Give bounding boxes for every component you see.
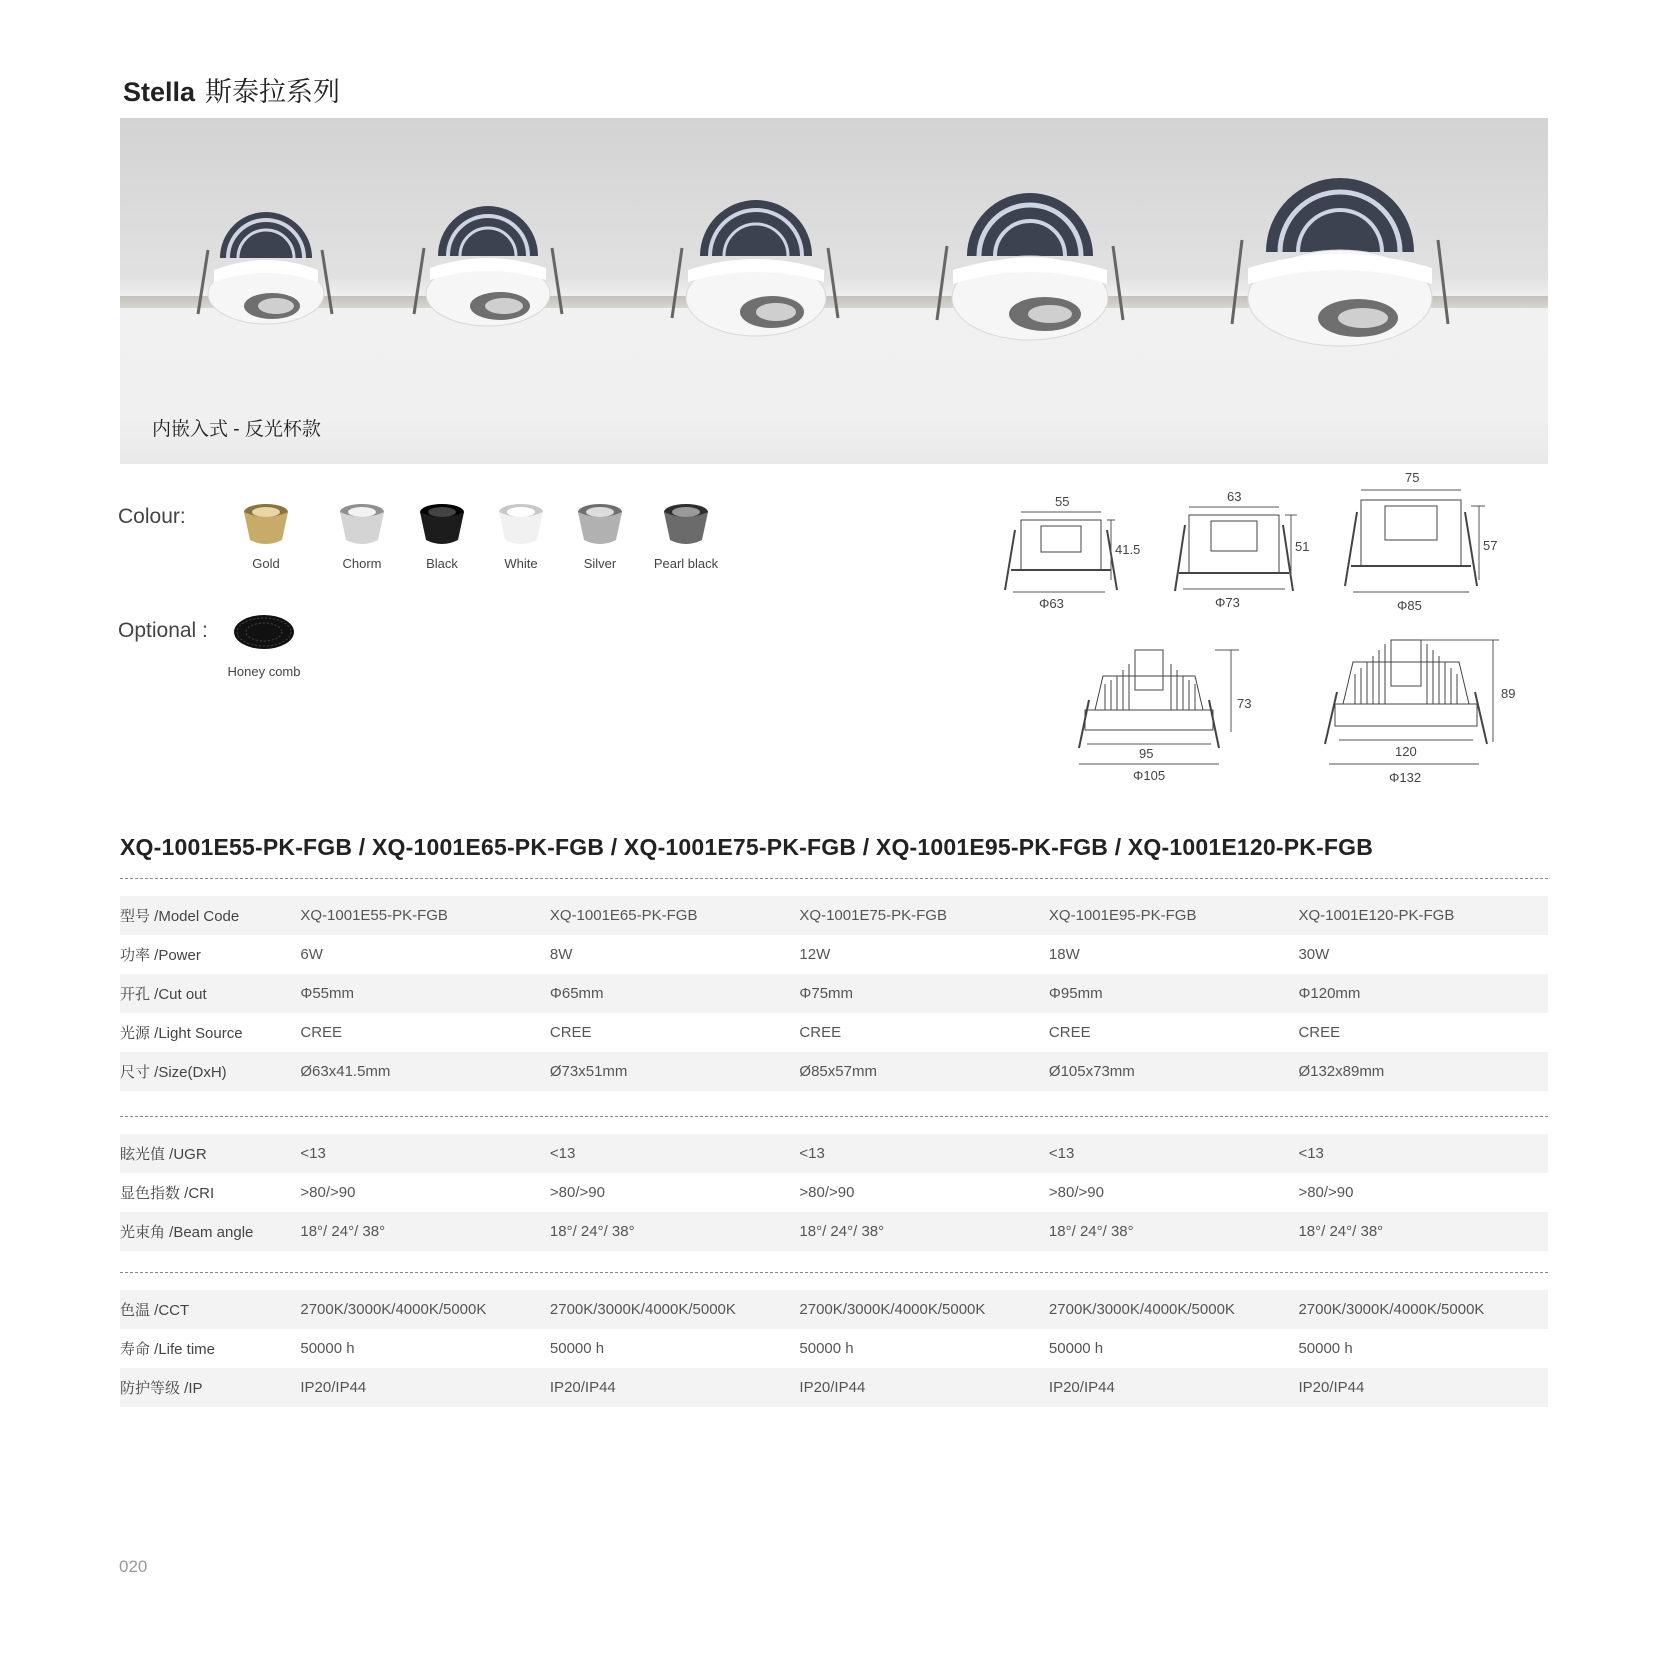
swatch-black (402, 502, 482, 571)
table-row (120, 896, 1548, 935)
hero-caption: 内嵌入式 - 反光杯款 (152, 419, 321, 440)
colour-label: Colour: (118, 505, 186, 528)
spec-label: 防护等级 /IP (120, 1368, 300, 1407)
reflector-white-icon (496, 502, 546, 548)
spec-value: 18W (1048, 946, 1080, 963)
table-row (120, 935, 1548, 974)
spec-value: <13 (1049, 1134, 1299, 1173)
table-row (120, 1368, 1548, 1407)
spec-label: 眩光值 /UGR (120, 1134, 300, 1173)
spec-value: XQ-1001E65-PK-FGB (550, 896, 800, 935)
spec-value: CREE (1298, 1024, 1341, 1041)
table-row (120, 1212, 1548, 1251)
table-row (120, 1173, 1548, 1212)
table-row (120, 1013, 1548, 1052)
downlight-image-75 (668, 200, 843, 345)
spec-value: Φ95mm (1049, 974, 1299, 1013)
spec-value: <13 (300, 1134, 550, 1173)
spec-value: Φ55mm (300, 974, 550, 1013)
dimension-drawing-95 (1075, 640, 1275, 795)
swatch-label: Gold (252, 556, 280, 571)
dimension-drawing-55 (1005, 490, 1141, 615)
table-row (120, 1329, 1548, 1368)
spec-value: IP20/IP44 (1049, 1368, 1299, 1407)
spec-value: IP20/IP44 (799, 1368, 1049, 1407)
swatch-pearl-black (641, 502, 731, 571)
honeycomb-option (226, 612, 302, 679)
spec-value: XQ-1001E95-PK-FGB (1049, 896, 1299, 935)
spec-value: <13 (550, 1134, 800, 1173)
divider (120, 1272, 1548, 1273)
swatch-label: Pearl black (653, 556, 719, 571)
spec-label: 尺寸 /Size(DxH) (120, 1052, 300, 1091)
spec-value: XQ-1001E55-PK-FGB (300, 896, 550, 935)
hero-product-image (120, 118, 1548, 464)
dimension-drawing-120 (1323, 626, 1538, 796)
spec-value: XQ-1001E75-PK-FGB (799, 896, 1049, 935)
spec-value: 2700K/3000K/4000K/5000K (799, 1290, 1049, 1329)
svg-text:63: 63 (1227, 489, 1242, 504)
reflector-black-icon (417, 502, 467, 548)
spec-table-basic (120, 896, 1548, 1091)
svg-text:73: 73 (1237, 696, 1252, 711)
spec-table-lifetime (120, 1290, 1548, 1407)
spec-value: IP20/IP44 (300, 1368, 550, 1407)
table-row (120, 1052, 1548, 1091)
svg-text:55: 55 (1055, 494, 1070, 509)
spec-value: CREE (799, 1024, 842, 1041)
table-row (120, 974, 1548, 1013)
swatch-chorm (322, 502, 402, 571)
spec-label: 型号 /Model Code (120, 896, 300, 935)
swatch-white (481, 502, 561, 571)
spec-value: Ø63x41.5mm (300, 1052, 550, 1091)
downlight-image-120 (1230, 180, 1450, 355)
page-number: 020 (119, 1557, 148, 1576)
title-chinese: 斯泰拉系列 (205, 77, 341, 107)
swatch-label: Silver (583, 556, 617, 571)
model-codes-heading: XQ-1001E55-PK-FGB / XQ-1001E65-PK-FGB / XQ-1001E75-PK-FGB / XQ-1001E95-PK-FGB / XQ-1001E120-PK-FGB (120, 834, 1374, 860)
spec-value: 18°/ 24°/ 38° (300, 1212, 550, 1251)
swatch-label: Chorm (342, 556, 382, 571)
spec-label: 寿命 /Life time (120, 1341, 216, 1358)
spec-value: CREE (549, 1024, 592, 1041)
spec-label: 功率 /Power (120, 947, 201, 964)
spec-value: 18°/ 24°/ 38° (799, 1212, 1049, 1251)
reflector-silver-icon (575, 502, 625, 548)
spec-label: 色温 /CCT (120, 1290, 300, 1329)
spec-value: >80/>90 (1048, 1184, 1104, 1201)
spec-value: XQ-1001E120-PK-FGB (1298, 896, 1548, 935)
spec-value: 2700K/3000K/4000K/5000K (300, 1290, 550, 1329)
honeycomb-label: Honey comb (227, 664, 301, 679)
dimension-drawing-75 (1345, 466, 1505, 616)
svg-text:57: 57 (1483, 538, 1498, 553)
spec-value: <13 (799, 1134, 1049, 1173)
spec-value: IP20/IP44 (550, 1368, 800, 1407)
spec-table-optical (120, 1134, 1548, 1251)
spec-value: 18°/ 24°/ 38° (550, 1212, 800, 1251)
spec-value: 30W (1298, 946, 1330, 963)
spec-value: 12W (799, 946, 831, 963)
spec-value: 2700K/3000K/4000K/5000K (1298, 1290, 1548, 1329)
optional-label: Optional : (118, 619, 208, 642)
divider (120, 1116, 1548, 1117)
spec-value: Ø105x73mm (1049, 1052, 1299, 1091)
svg-text:Φ132: Φ132 (1389, 770, 1422, 785)
spec-value: 6W (300, 946, 323, 963)
svg-text:95: 95 (1139, 746, 1154, 761)
dimension-drawing-65 (1175, 485, 1315, 615)
spec-label: 光源 /Light Source (120, 1025, 243, 1042)
swatch-silver (560, 502, 640, 571)
spec-value: Φ65mm (550, 974, 800, 1013)
svg-text:120: 120 (1395, 744, 1417, 759)
svg-text:89: 89 (1501, 686, 1516, 701)
spec-value: >80/>90 (799, 1184, 855, 1201)
swatch-label: White (504, 556, 538, 571)
spec-value: 18°/ 24°/ 38° (1049, 1212, 1299, 1251)
spec-label: 显色指数 /CRI (120, 1185, 215, 1202)
title-english: Stella (123, 77, 196, 107)
spec-value: 50000 h (300, 1340, 355, 1357)
honeycomb-icon (232, 612, 296, 652)
spec-value: Ø73x51mm (550, 1052, 800, 1091)
spec-value: Φ75mm (799, 974, 1049, 1013)
swatch-gold (226, 502, 306, 571)
spec-value: >80/>90 (1298, 1184, 1354, 1201)
reflector-pearl-black-icon (661, 502, 711, 548)
svg-text:51: 51 (1295, 539, 1310, 554)
reflector-gold-icon (241, 502, 291, 548)
spec-value: <13 (1298, 1134, 1548, 1173)
downlight-image-55 (190, 210, 340, 340)
svg-text:Φ85: Φ85 (1397, 598, 1422, 613)
spec-value: Ø85x57mm (799, 1052, 1049, 1091)
spec-value: >80/>90 (300, 1184, 356, 1201)
spec-value: 50000 h (549, 1340, 605, 1357)
svg-text:Φ63: Φ63 (1039, 596, 1064, 611)
spec-value: 50000 h (1298, 1340, 1353, 1357)
swatch-label: Black (426, 556, 458, 571)
divider (120, 878, 1548, 879)
spec-value: 2700K/3000K/4000K/5000K (1049, 1290, 1299, 1329)
spec-value: 8W (549, 946, 573, 963)
page-title (123, 70, 340, 109)
table-row (120, 1290, 1548, 1329)
svg-text:Φ105: Φ105 (1133, 768, 1166, 783)
spec-value: 2700K/3000K/4000K/5000K (550, 1290, 800, 1329)
spec-value: IP20/IP44 (1298, 1368, 1548, 1407)
table-row (120, 1134, 1548, 1173)
svg-text:75: 75 (1405, 470, 1420, 485)
spec-label: 光束角 /Beam angle (120, 1212, 300, 1251)
spec-value: >80/>90 (549, 1184, 605, 1201)
spec-value: 18°/ 24°/ 38° (1298, 1212, 1548, 1251)
svg-text:41.5: 41.5 (1115, 542, 1141, 557)
spec-label: 开孔 /Cut out (120, 974, 300, 1013)
downlight-image-65 (408, 204, 568, 339)
svg-text:Φ73: Φ73 (1215, 595, 1240, 610)
spec-value: CREE (300, 1024, 343, 1041)
spec-value: 50000 h (799, 1340, 854, 1357)
spec-value: CREE (1048, 1024, 1091, 1041)
spec-value: Φ120mm (1298, 974, 1548, 1013)
spec-value: Ø132x89mm (1298, 1052, 1548, 1091)
reflector-chrome-icon (337, 502, 387, 548)
downlight-image-95 (935, 194, 1125, 349)
spec-value: 50000 h (1048, 1340, 1104, 1357)
